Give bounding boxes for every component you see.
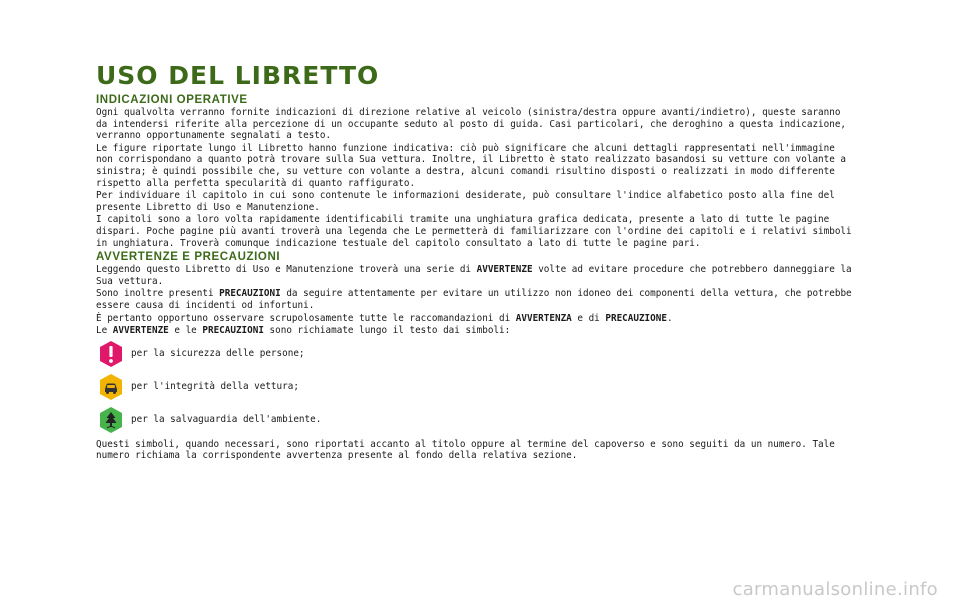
page-content	[96, 62, 856, 463]
paragraph-recommendations: È pertanto opportuno osservare scrupolosamente tutte le raccomandazioni di AVVERTENZA e di PRECAUZIONE.	[96, 312, 673, 324]
symbol-row-vehicle	[99, 371, 856, 404]
paragraph-chapters: I capitoli sono a loro volta rapidamente identificabili tramite una unghiatura grafica dedicata, presente a lato di tutte le pagine dispari. Poche pagine più avanti troverà una legenda che Le permetterà di familiarizzare con l'ordine dei capitoli e i relativi simboli in unghiatura. Troverà comunque indicazione testuale del capitolo consultato a lato di tutte le pagine pari.	[96, 214, 852, 249]
paragraph-figures: Le figure riportate lungo il Libretto hanno funzione indicativa: ciò può significare che alcuni dettagli rappresentati nell'immagine non corrispondano a quanto potrà trovare sulla Sua vettura. Inoltre, il Libretto è stato realizzato basandosi su vetture con volante a sinistra; è quindi possibile che, su vetture con volante a destra, alcuni comandi risultino disposti o realizzati in modo differente rispetto alla perfetta specularità di quanto raffigurato.	[96, 142, 847, 189]
watermark: carmanualsonline.info	[732, 579, 938, 600]
environment-tree-icon	[99, 406, 123, 434]
paragraph-symbols-usage: Questi simboli, quando necessari, sono riportati accanto al titolo oppure al termine del capoverso e sono seguiti da un numero. Tale numero richiama la corrispondente avvertenza presente al fondo della relativa sezione.	[96, 438, 835, 462]
paragraph-warnings-intro: Leggendo questo Libretto di Uso e Manutenzione troverà una serie di AVVERTENZE volte ad evitare procedure che potrebbero danneggiare la Sua vettura.	[96, 264, 852, 287]
section-heading-operative: INDICAZIONI OPERATIVE	[96, 94, 248, 106]
page-title: USO DEL LIBRETTO	[96, 61, 380, 90]
symbol-label-persons: per la sicurezza delle persone;	[131, 347, 305, 359]
paragraph-index: Per individuare il capitolo in cui sono contenute le informazioni desiderate, può consultare l'indice alfabetico posto alla fine del presente Libretto di Uso e Manutenzione.	[96, 190, 835, 213]
paragraph-directions: Ogni qualvolta verranno fornite indicazioni di direzione relative al veicolo (sinistra/destra oppure avanti/indietro), queste saranno da intendersi riferite alla percezione di un occupante seduto al posto di guida. Casi particolari, che deroghino a questa indicazione, verranno opportunamente segnalati a testo.	[96, 107, 847, 142]
symbol-row-persons	[99, 338, 856, 371]
section-heading-warnings: AVVERTENZE E PRECAUZIONI	[96, 251, 281, 264]
paragraph-symbols-intro: Le AVVERTENZE e le PRECAUZIONI sono richiamate lungo il testo dai simboli:	[96, 325, 511, 337]
symbol-label-environment: per la salvaguardia dell'ambiente.	[131, 413, 322, 425]
symbol-row-environment	[99, 404, 856, 437]
symbol-label-vehicle: per l'integrità della vettura;	[131, 380, 299, 392]
car-integrity-icon	[99, 373, 123, 401]
paragraph-precautions: Sono inoltre presenti PRECAUZIONI da seguire attentamente per evitare un utilizzo non idoneo dei componenti della vettura, che potrebbe essere causa di incidenti od infortuni.	[96, 288, 852, 311]
warning-person-icon	[99, 340, 123, 368]
